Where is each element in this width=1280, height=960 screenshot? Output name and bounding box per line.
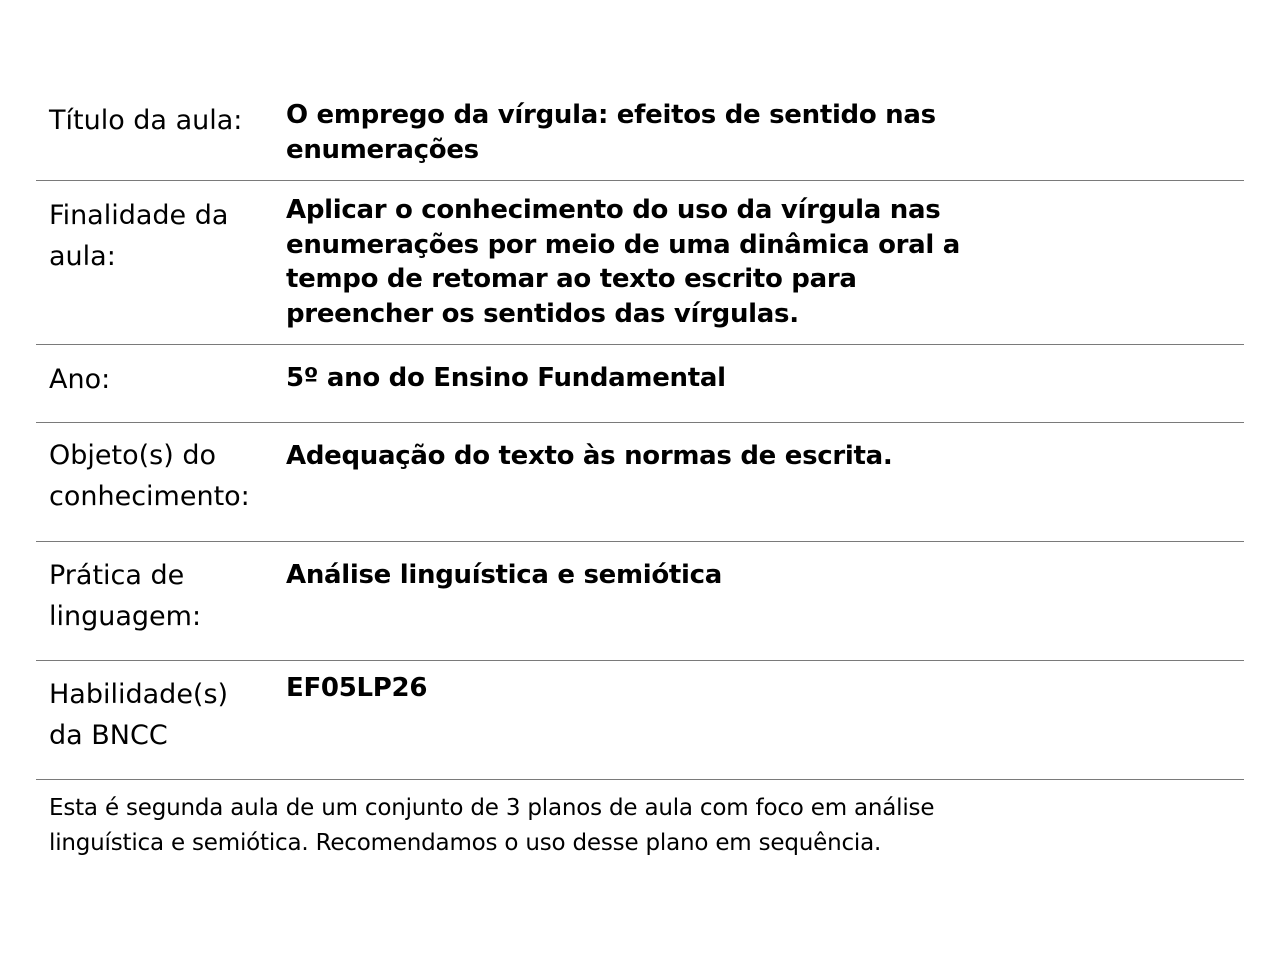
knowledge-objects-value	[274, 423, 976, 541]
value-line: enumerações	[286, 134, 479, 165]
label-line: Objeto(s) do	[49, 440, 216, 471]
label-line: Ano:	[49, 364, 111, 395]
value-line: 5º ano do Ensino Fundamental	[286, 363, 726, 393]
lesson-title-value	[274, 96, 976, 180]
sequence-note	[36, 780, 1009, 861]
label-line: Prática de	[49, 560, 185, 591]
label-line: da BNCC	[49, 720, 168, 751]
knowledge-objects-label	[36, 423, 274, 541]
bncc-skills-label	[36, 661, 274, 779]
value-line: tempo de retomar ao texto escrito para	[286, 264, 857, 294]
label-line: Finalidade da	[49, 200, 229, 231]
row-lesson-title	[36, 96, 1244, 181]
value-line: Adequação do texto às normas de escrita.	[286, 441, 893, 471]
label-line: Título da aula:	[49, 105, 243, 136]
value-line: EF05LP26	[286, 673, 428, 703]
school-year-value	[274, 345, 976, 422]
note-line: Esta é segunda aula de um conjunto de 3 planos de aula com foco em análise	[49, 795, 935, 821]
language-practice-value	[274, 542, 976, 660]
value-line: enumerações por meio de uma dinâmica oral a	[286, 229, 961, 260]
lesson-plan-table	[36, 96, 1244, 861]
lesson-title-label	[36, 96, 274, 180]
label-line: Habilidade(s)	[49, 679, 229, 710]
row-language-practice	[36, 542, 1244, 661]
lesson-purpose-value	[274, 181, 976, 344]
row-school-year	[36, 345, 1244, 423]
value-line: Aplicar o conhecimento do uso da vírgula nas	[286, 195, 941, 225]
value-line: preencher os sentidos das vírgulas.	[286, 298, 799, 329]
label-line: linguagem:	[49, 601, 202, 632]
language-practice-label	[36, 542, 274, 660]
lesson-purpose-label	[36, 181, 274, 344]
value-line: Análise linguística e semiótica	[286, 560, 723, 590]
note-line: linguística e semiótica. Recomendamos o uso desse plano em sequência.	[49, 830, 882, 856]
bncc-skills-value	[274, 661, 976, 779]
label-line: conhecimento:	[49, 481, 250, 512]
value-line: O emprego da vírgula: efeitos de sentido nas	[286, 100, 936, 130]
school-year-label	[36, 345, 274, 422]
row-knowledge-objects	[36, 423, 1244, 542]
label-line: aula:	[49, 241, 116, 272]
row-lesson-purpose	[36, 181, 1244, 345]
row-bncc-skills	[36, 661, 1244, 780]
